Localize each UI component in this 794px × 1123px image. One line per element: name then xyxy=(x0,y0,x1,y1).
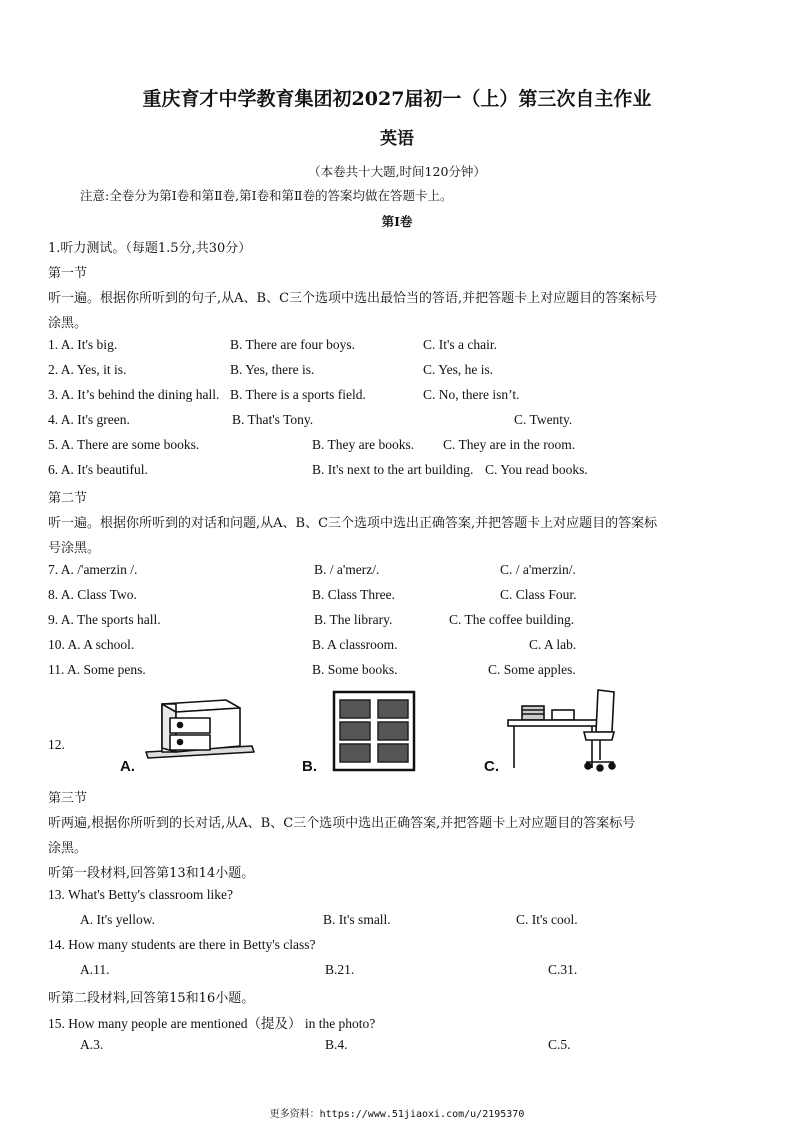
section-3-instruction: 听两遍,根据你所听到的长对话,从A、B、C三个选项中选出正确答案,并把答题卡上对应题目的答案标号 xyxy=(48,816,636,831)
subject-title: 英语 xyxy=(380,129,414,149)
q12-label-b: B. xyxy=(302,758,317,775)
desk-chair-icon xyxy=(504,688,624,774)
q1-option-a: 1. A. It's big. xyxy=(48,337,118,352)
q7-option-c: C. / a'merzin/. xyxy=(500,562,576,577)
q15-stem: 15. How many people are mentioned（提及） in the photo? xyxy=(48,1016,376,1031)
q13-option-c: C. It's cool. xyxy=(516,912,578,927)
section-3-heading: 第三节 xyxy=(48,791,88,806)
material-1-heading: 听第一段材料,回答第13和14小题。 xyxy=(48,866,255,881)
q7-option-b: B. / a'merz/. xyxy=(314,562,380,577)
q2-option-b: B. Yes, there is. xyxy=(230,362,315,377)
listening-heading: 1.听力测试。（每题1.5分,共30分） xyxy=(48,241,252,256)
material-2-heading: 听第二段材料,回答第15和16小题。 xyxy=(48,991,255,1006)
exam-info: （本卷共十大题,时间120分钟） xyxy=(308,164,486,179)
q14-option-b: B.21. xyxy=(325,962,355,977)
q3-option-a: 3. A. It’s behind the dining hall. xyxy=(48,387,220,402)
q8-option-b: B. Class Three. xyxy=(312,587,395,602)
section-1-heading: 第一节 xyxy=(48,266,88,281)
q2-option-a: 2. A. Yes, it is. xyxy=(48,362,127,377)
section-1-instruction-cont: 涂黑。 xyxy=(48,316,88,331)
q10-option-c: C. A lab. xyxy=(529,637,577,652)
q1-option-c: C. It's a chair. xyxy=(423,337,498,352)
q7-option-a: 7. A. /'amerzin /. xyxy=(48,562,138,577)
nightstand-icon xyxy=(140,686,260,766)
section-2-heading: 第二节 xyxy=(48,491,88,506)
q12-number: 12. xyxy=(48,737,65,752)
q6-option-c: C. You read books. xyxy=(485,462,588,477)
bookshelf-icon xyxy=(332,690,416,772)
q8-option-c: C. Class Four. xyxy=(500,587,577,602)
q10-option-b: B. A classroom. xyxy=(312,637,398,652)
exam-note: 注意:全卷分为第I卷和第Ⅱ卷,第I卷和第Ⅱ卷的答案均做在答题卡上。 xyxy=(80,188,453,203)
q4-option-b: B. That's Tony. xyxy=(232,412,314,427)
q6-option-a: 6. A. It's beautiful. xyxy=(48,462,148,477)
q11-option-c: C. Some apples. xyxy=(488,662,576,677)
q14-option-a: A.11. xyxy=(80,962,110,977)
section-1-instruction: 听一遍。根据你所听到的句子,从A、B、C三个选项中选出最恰当的答语,并把答题卡上对应题目的答案标号 xyxy=(48,291,658,306)
q10-option-a: 10. A. A school. xyxy=(48,637,135,652)
q3-option-c: C. No, there isn’t. xyxy=(423,387,520,402)
exam-title: 重庆育才中学教育集团初2027届初一（上）第三次自主作业 xyxy=(142,88,652,110)
q14-stem: 14. How many students are there in Betty's class? xyxy=(48,937,316,952)
q5-option-a: 5. A. There are some books. xyxy=(48,437,200,452)
q3-option-b: B. There is a sports field. xyxy=(230,387,366,402)
q6-option-b: B. It's next to the art building. xyxy=(312,462,474,477)
section-2-instruction-cont: 号涂黑。 xyxy=(48,541,101,556)
q4-option-a: 4. A. It's green. xyxy=(48,412,130,427)
q5-option-b: B. They are books. xyxy=(312,437,415,452)
q8-option-a: 8. A. Class Two. xyxy=(48,587,137,602)
q13-stem: 13. What's Betty's classroom like? xyxy=(48,887,233,902)
section-3-instruction-cont: 涂黑。 xyxy=(48,841,88,856)
q2-option-c: C. Yes, he is. xyxy=(423,362,494,377)
q5-option-c: C. They are in the room. xyxy=(443,437,576,452)
q15-option-a: A.3. xyxy=(80,1037,104,1052)
footer-link[interactable]: 更多资料：https://www.51jiaoxi.com/u/2195370 xyxy=(269,1109,525,1120)
q11-option-b: B. Some books. xyxy=(312,662,398,677)
q11-option-a: 11. A. Some pens. xyxy=(48,662,146,677)
q14-option-c: C.31. xyxy=(548,962,578,977)
q12-label-a: A. xyxy=(120,758,135,775)
q15-option-b: B.4. xyxy=(325,1037,348,1052)
q13-option-b: B. It's small. xyxy=(323,912,391,927)
q15-option-c: C.5. xyxy=(548,1037,571,1052)
volume-heading: 第Ⅰ卷 xyxy=(381,214,413,229)
q4-option-c: C. Twenty. xyxy=(514,412,573,427)
q9-option-a: 9. A. The sports hall. xyxy=(48,612,161,627)
q12-label-c: C. xyxy=(484,758,499,775)
q9-option-c: C. The coffee building. xyxy=(449,612,575,627)
q1-option-b: B. There are four boys. xyxy=(230,337,355,352)
q9-option-b: B. The library. xyxy=(314,612,393,627)
section-2-instruction: 听一遍。根据你所听到的对话和问题,从A、B、C三个选项中选出正确答案,并把答题卡上对应题目的答案标 xyxy=(48,516,658,531)
q13-option-a: A. It's yellow. xyxy=(80,912,156,927)
